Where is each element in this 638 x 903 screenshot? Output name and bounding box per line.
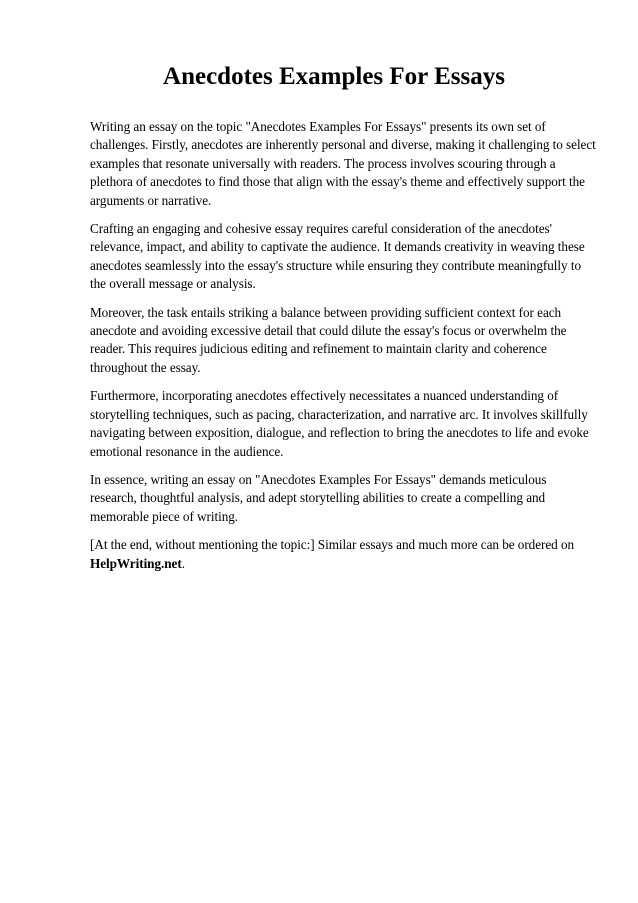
closing-period: . bbox=[181, 555, 185, 571]
paragraph-1: Writing an essay on the topic "Anecdotes Examples For Essays" presents its own set of challenges. Firstly, anecdotes are inherently personal and diverse, making it challenging to select examples that resonate universally with readers. The process involves scouring through a plethora of anecdotes to find those that align with the essay's theme and effectively support the arguments or narrative. bbox=[90, 119, 596, 208]
paragraph-2: Crafting an engaging and cohesive essay requires careful consideration of the anecdotes' relevance, impact, and ability to captivate the audience. It demands creativity in weaving these anecdotes seamlessly into the essay's structure while ensuring they contribute meaningfully to the overall message or analysis. bbox=[90, 221, 585, 292]
paragraph-4: Furthermore, incorporating anecdotes effectively necessitates a nuanced understanding of storytelling techniques, such as pacing, characterization, and narrative arc. It involves skillfully navigating between exposition, dialogue, and reflection to bring the anecdotes to life and evoke emotional resonance in the audience. bbox=[90, 388, 589, 459]
brand-link[interactable]: HelpWriting.net bbox=[90, 555, 182, 571]
document-title: Anecdotes Examples For Essays bbox=[163, 63, 505, 90]
paragraph-5: In essence, writing an essay on "Anecdotes Examples For Essays" demands meticulous research, thoughtful analysis, and adept storytelling abilities to create a compelling and memorable piece of writing. bbox=[90, 471, 547, 524]
closing-paragraph bbox=[90, 536, 596, 573]
closing-text: [At the end, without mentioning the topic:] Similar essays and much more can be ordered on bbox=[90, 537, 575, 553]
paragraph-3: Moreover, the task entails striking a balance between providing sufficient context for each anecdote and avoiding excessive detail that could dilute the essay's focus or overwhelm the reader. This requires judicious editing and refinement to maintain clarity and coherence throughout the essay. bbox=[90, 304, 567, 375]
